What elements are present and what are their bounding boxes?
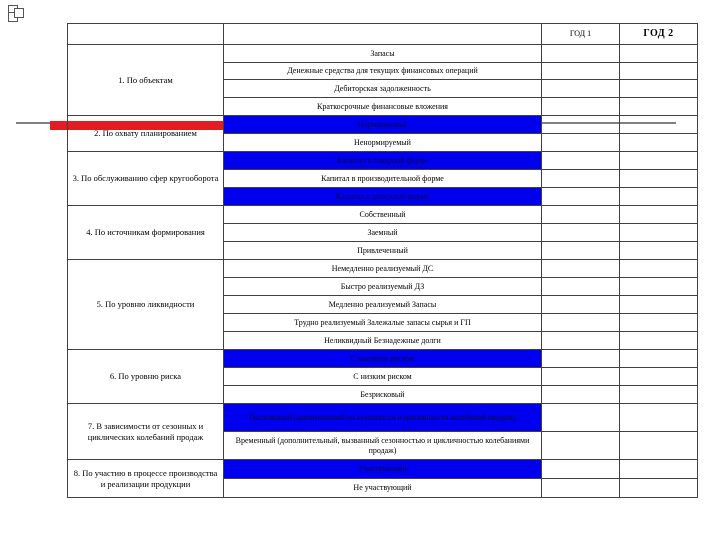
attribute-cell: Собственный [224,206,542,224]
attribute-cell: Немедленно реализуемый ДС [224,260,542,278]
value-cell-year-1[interactable] [542,242,620,260]
value-cell-year-1[interactable] [542,332,620,350]
value-cell-year-2[interactable] [620,332,698,350]
attribute-cell: Неликвидный Безнадежные долги [224,332,542,350]
year-1-header: ГОД 1 [542,24,620,45]
value-cell-year-2[interactable] [620,152,698,170]
value-cell-year-2[interactable] [620,350,698,368]
attribute-cell: Безрисковый [224,386,542,404]
header-empty-cell [224,24,542,45]
attribute-cell: Медленно реализуемый Запасы [224,296,542,314]
criterion-cell: 1. По объектам [68,45,224,116]
decorative-square-icon [14,8,24,18]
criterion-cell: 7. В зависимости от сезонных и циклических колебаний продаж [68,404,224,460]
attribute-cell-highlighted: С высоким риском [224,350,542,368]
attribute-cell-highlighted: Нормируемый [224,116,542,134]
table-row [68,116,698,134]
value-cell-year-1[interactable] [542,134,620,152]
attribute-cell: Трудно реализуемый Залежалые запасы сырья и ГП [224,314,542,332]
year-2-header: ГОД 2 [620,24,698,45]
value-cell-year-2[interactable] [620,314,698,332]
criterion-cell: 6. По уровню риска [68,350,224,404]
attribute-cell-highlighted: Капитал в денежной форме [224,188,542,206]
criterion-cell: 4. По источникам формирования [68,206,224,260]
table-row [68,350,698,368]
attribute-cell: Дебиторская задолженность [224,80,542,98]
value-cell-year-2[interactable] [620,224,698,242]
value-cell-year-1[interactable] [542,296,620,314]
value-cell-year-1[interactable] [542,188,620,206]
attribute-cell-highlighted: Постоянный (минимальный по сезонности и цикличности колебаний продаж) [224,404,542,432]
value-cell-year-2[interactable] [620,296,698,314]
header-empty-cell [68,24,224,45]
attribute-cell-highlighted: Капитал в товарной форме [224,152,542,170]
attribute-cell: Заемный [224,224,542,242]
value-cell-year-1[interactable] [542,278,620,296]
table-row [68,404,698,432]
attribute-cell: Капитал в производительной форме [224,170,542,188]
attribute-cell: Запасы [224,45,542,63]
value-cell-year-2[interactable] [620,188,698,206]
value-cell-year-1[interactable] [542,206,620,224]
attribute-cell: Денежные средства для текущих финансовых операций [224,63,542,80]
value-cell-year-1[interactable] [542,63,620,80]
value-cell-year-1[interactable] [542,314,620,332]
value-cell-year-1[interactable] [542,80,620,98]
value-cell-year-2[interactable] [620,206,698,224]
value-cell-year-2[interactable] [620,278,698,296]
attribute-cell-highlighted: Участвующий [224,460,542,479]
value-cell-year-1[interactable] [542,260,620,278]
value-cell-year-1[interactable] [542,368,620,386]
value-cell-year-1[interactable] [542,116,620,134]
value-cell-year-2[interactable] [620,386,698,404]
value-cell-year-2[interactable] [620,242,698,260]
value-cell-year-2[interactable] [620,63,698,80]
table-row [68,260,698,278]
value-cell-year-2[interactable] [620,80,698,98]
criterion-cell: 5. По уровню ликвидности [68,260,224,350]
value-cell-year-1[interactable] [542,404,620,432]
attribute-cell: Ненормируемый [224,134,542,152]
attribute-cell: Краткосрочные финансовые вложения [224,98,542,116]
attribute-cell: Временный (дополнительный, вызванный сезонностью и цикличностью колебаниями продаж) [224,432,542,460]
value-cell-year-2[interactable] [620,134,698,152]
value-cell-year-1[interactable] [542,350,620,368]
value-cell-year-2[interactable] [620,116,698,134]
value-cell-year-2[interactable] [620,432,698,460]
value-cell-year-1[interactable] [542,224,620,242]
value-cell-year-2[interactable] [620,479,698,498]
value-cell-year-2[interactable] [620,170,698,188]
value-cell-year-1[interactable] [542,460,620,479]
table-row [68,206,698,224]
classification-table [67,23,698,498]
value-cell-year-2[interactable] [620,45,698,63]
attribute-cell: Не участвующий [224,479,542,498]
table-row [68,460,698,479]
value-cell-year-1[interactable] [542,432,620,460]
header-row [68,24,698,45]
attribute-cell: Быстро реализуемый ДЗ [224,278,542,296]
value-cell-year-2[interactable] [620,98,698,116]
value-cell-year-2[interactable] [620,460,698,479]
criterion-cell: 2. По охвату планированием [68,116,224,152]
value-cell-year-2[interactable] [620,404,698,432]
criterion-cell: 3. По обслуживанию сфер кругооборота [68,152,224,206]
attribute-cell: С низким риском [224,368,542,386]
table-row [68,45,698,63]
value-cell-year-1[interactable] [542,98,620,116]
value-cell-year-2[interactable] [620,368,698,386]
table-row [68,152,698,170]
value-cell-year-1[interactable] [542,45,620,63]
value-cell-year-1[interactable] [542,386,620,404]
criterion-cell: 8. По участию в процессе производства и реализации продукции [68,460,224,498]
attribute-cell: Привлеченный [224,242,542,260]
value-cell-year-2[interactable] [620,260,698,278]
value-cell-year-1[interactable] [542,479,620,498]
value-cell-year-1[interactable] [542,170,620,188]
value-cell-year-1[interactable] [542,152,620,170]
